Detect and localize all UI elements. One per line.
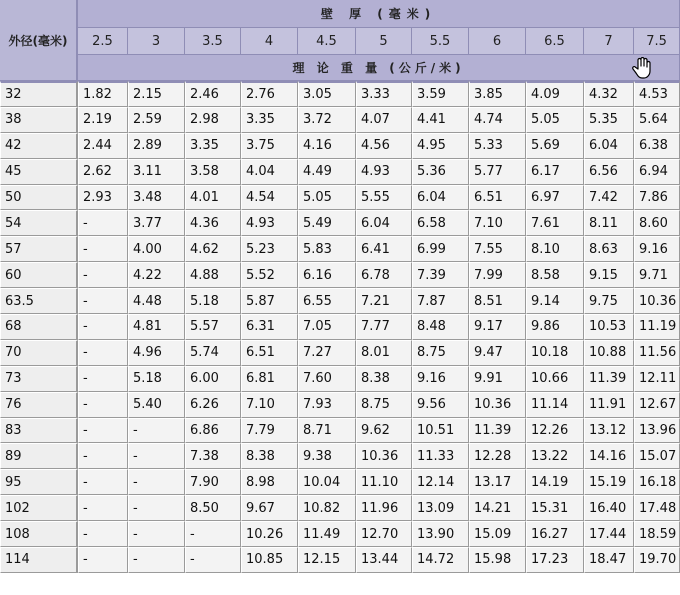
weight-cell: 6.38 [634, 133, 680, 159]
weight-cell: 7.42 [584, 185, 634, 211]
weight-cell: 12.67 [634, 392, 680, 418]
weight-cell: - [128, 495, 185, 521]
weight-cell: 12.28 [469, 443, 526, 469]
weight-cell: 9.75 [584, 288, 634, 314]
weight-cell: 7.10 [469, 210, 526, 236]
table-row [0, 81, 680, 107]
weight-cell: - [128, 521, 185, 547]
outer-diameter-cell: 68 [0, 314, 78, 340]
weight-cell: 3.75 [241, 133, 298, 159]
table-row [0, 495, 680, 521]
weight-cell: 9.86 [526, 314, 584, 340]
weight-cell: 17.48 [634, 495, 680, 521]
weight-cell: - [78, 236, 128, 262]
weight-cell: 5.05 [298, 185, 356, 211]
weight-cell: 7.61 [526, 210, 584, 236]
weight-cell: 8.98 [241, 469, 298, 495]
weight-cell: 16.40 [584, 495, 634, 521]
weight-cell: 10.85 [241, 547, 298, 573]
weight-cell: 4.32 [584, 81, 634, 107]
weight-cell: 12.11 [634, 366, 680, 392]
weight-cell: 7.55 [469, 236, 526, 262]
outer-diameter-cell: 45 [0, 159, 78, 185]
outer-diameter-cell: 73 [0, 366, 78, 392]
weight-cell: - [128, 547, 185, 573]
weight-cell: 2.44 [78, 133, 128, 159]
weight-cell: 5.69 [526, 133, 584, 159]
table-row [0, 107, 680, 133]
thickness-header-cell: 7.5 [634, 28, 680, 55]
weight-cell: - [78, 521, 128, 547]
thickness-header-cell: 2.5 [78, 28, 128, 55]
weight-cell: 11.10 [356, 469, 412, 495]
weight-cell: 15.07 [634, 443, 680, 469]
weight-cell: 8.38 [356, 366, 412, 392]
weight-cell: 6.04 [356, 210, 412, 236]
table-row [0, 443, 680, 469]
weight-cell: 6.16 [298, 262, 356, 288]
weight-cell: 6.04 [412, 185, 469, 211]
table-row [0, 236, 680, 262]
weight-cell: 5.49 [298, 210, 356, 236]
weight-cell: - [78, 392, 128, 418]
weight-cell: 5.18 [185, 288, 241, 314]
weight-cell: - [78, 314, 128, 340]
weight-cell: 3.35 [241, 107, 298, 133]
weight-cell: 14.72 [412, 547, 469, 573]
weight-cell: 4.74 [469, 107, 526, 133]
weight-cell: 14.16 [584, 443, 634, 469]
weight-cell: 9.62 [356, 418, 412, 444]
weight-cell: 4.93 [356, 159, 412, 185]
table-row [0, 185, 680, 211]
weight-cell: 8.50 [185, 495, 241, 521]
table-header [0, 0, 680, 81]
weight-cell: 7.60 [298, 366, 356, 392]
weight-cell: 3.59 [412, 81, 469, 107]
outer-diameter-cell: 38 [0, 107, 78, 133]
weight-cell: 8.71 [298, 418, 356, 444]
weight-cell: 13.12 [584, 418, 634, 444]
weight-cell: 10.66 [526, 366, 584, 392]
weight-cell: 6.00 [185, 366, 241, 392]
table-row [0, 314, 680, 340]
weight-cell: 4.16 [298, 133, 356, 159]
weight-cell: 12.15 [298, 547, 356, 573]
weight-cell: 3.33 [356, 81, 412, 107]
weight-cell: 13.44 [356, 547, 412, 573]
table-row [0, 469, 680, 495]
table-row [0, 418, 680, 444]
table-row [0, 547, 680, 573]
thickness-header-cell: 4 [241, 28, 298, 55]
weight-cell: 4.48 [128, 288, 185, 314]
weight-cell: 6.31 [241, 314, 298, 340]
weight-cell: 4.22 [128, 262, 185, 288]
weight-cell: 3.11 [128, 159, 185, 185]
outer-diameter-cell: 102 [0, 495, 78, 521]
weight-cell: 4.88 [185, 262, 241, 288]
outer-diameter-cell: 70 [0, 340, 78, 366]
weight-cell: 4.95 [412, 133, 469, 159]
weight-cell: - [185, 521, 241, 547]
table-row [0, 262, 680, 288]
weight-cell: 11.49 [298, 521, 356, 547]
weight-cell: 10.88 [584, 340, 634, 366]
weight-cell: 6.58 [412, 210, 469, 236]
table-body [0, 81, 680, 573]
weight-cell: 12.14 [412, 469, 469, 495]
weight-cell: 5.05 [526, 107, 584, 133]
weight-cell: 15.31 [526, 495, 584, 521]
weight-cell: 4.04 [241, 159, 298, 185]
weight-cell: - [128, 469, 185, 495]
weight-cell: 6.99 [412, 236, 469, 262]
outer-diameter-header: 外径(毫米) [0, 0, 78, 81]
weight-cell: - [78, 262, 128, 288]
weight-cell: 2.15 [128, 81, 185, 107]
weight-cell: 4.96 [128, 340, 185, 366]
outer-diameter-cell: 54 [0, 210, 78, 236]
weight-cell: - [78, 547, 128, 573]
outer-diameter-cell: 95 [0, 469, 78, 495]
weight-cell: 6.86 [185, 418, 241, 444]
weight-cell: 2.46 [185, 81, 241, 107]
weight-cell: 5.36 [412, 159, 469, 185]
weight-cell: 5.87 [241, 288, 298, 314]
weight-cell: 3.77 [128, 210, 185, 236]
weight-cell: 6.51 [241, 340, 298, 366]
weight-cell: 2.59 [128, 107, 185, 133]
table-row [0, 159, 680, 185]
weight-cell: 4.54 [241, 185, 298, 211]
weight-cell: - [78, 288, 128, 314]
weight-cell: 9.91 [469, 366, 526, 392]
weight-cell: 5.57 [185, 314, 241, 340]
weight-cell: 18.59 [634, 521, 680, 547]
weight-cell: 7.10 [241, 392, 298, 418]
thickness-header-cell: 6.5 [526, 28, 584, 55]
weight-cell: 9.16 [412, 366, 469, 392]
weight-cell: 3.72 [298, 107, 356, 133]
weight-cell: 4.62 [185, 236, 241, 262]
weight-cell: 14.19 [526, 469, 584, 495]
weight-cell: 10.36 [469, 392, 526, 418]
weight-cell: 5.83 [298, 236, 356, 262]
weight-cell: 4.49 [298, 159, 356, 185]
weight-cell: 6.94 [634, 159, 680, 185]
weight-cell: 8.48 [412, 314, 469, 340]
weight-cell: 7.21 [356, 288, 412, 314]
weight-cell: 11.39 [584, 366, 634, 392]
weight-cell: 3.58 [185, 159, 241, 185]
weight-cell: 15.98 [469, 547, 526, 573]
outer-diameter-cell: 60 [0, 262, 78, 288]
weight-cell: 4.41 [412, 107, 469, 133]
thickness-header-cell: 3.5 [185, 28, 241, 55]
weight-cell: 10.36 [356, 443, 412, 469]
outer-diameter-cell: 83 [0, 418, 78, 444]
thickness-header-cell: 5.5 [412, 28, 469, 55]
weight-cell: 9.71 [634, 262, 680, 288]
weight-cell: 10.53 [584, 314, 634, 340]
weight-cell: 9.38 [298, 443, 356, 469]
weight-cell: 10.36 [634, 288, 680, 314]
weight-cell: 7.87 [412, 288, 469, 314]
outer-diameter-cell: 89 [0, 443, 78, 469]
weight-cell: 5.35 [584, 107, 634, 133]
weight-cell: - [78, 443, 128, 469]
weight-cell: 4.36 [185, 210, 241, 236]
table-row [0, 133, 680, 159]
outer-diameter-cell: 76 [0, 392, 78, 418]
weight-cell: 1.82 [78, 81, 128, 107]
weight-cell: 7.79 [241, 418, 298, 444]
weight-unit-header: 理 论 重 量 (公斤/米) [78, 55, 680, 81]
table-row [0, 210, 680, 236]
weight-cell: 6.78 [356, 262, 412, 288]
weight-cell: 9.16 [634, 236, 680, 262]
outer-diameter-cell: 108 [0, 521, 78, 547]
weight-cell: 9.14 [526, 288, 584, 314]
weight-cell: 8.51 [469, 288, 526, 314]
weight-cell: 7.39 [412, 262, 469, 288]
weight-cell: 4.07 [356, 107, 412, 133]
weight-cell: 10.51 [412, 418, 469, 444]
weight-cell: 6.97 [526, 185, 584, 211]
weight-cell: 6.41 [356, 236, 412, 262]
weight-cell: 10.04 [298, 469, 356, 495]
weight-cell: 2.19 [78, 107, 128, 133]
outer-diameter-cell: 32 [0, 81, 78, 107]
weight-cell: 8.63 [584, 236, 634, 262]
weight-cell: 4.81 [128, 314, 185, 340]
weight-cell: 2.89 [128, 133, 185, 159]
weight-cell: 5.33 [469, 133, 526, 159]
weight-cell: 6.55 [298, 288, 356, 314]
weight-cell: 6.04 [584, 133, 634, 159]
outer-diameter-cell: 42 [0, 133, 78, 159]
weight-cell: 5.74 [185, 340, 241, 366]
table-row [0, 392, 680, 418]
weight-cell: 14.21 [469, 495, 526, 521]
weight-cell: 15.09 [469, 521, 526, 547]
weight-cell: - [78, 340, 128, 366]
weight-cell: 8.60 [634, 210, 680, 236]
weight-cell: 7.77 [356, 314, 412, 340]
weight-cell: 4.01 [185, 185, 241, 211]
weight-cell: 17.44 [584, 521, 634, 547]
weight-cell: 7.93 [298, 392, 356, 418]
weight-cell: 6.81 [241, 366, 298, 392]
weight-cell: 5.18 [128, 366, 185, 392]
weight-cell: 3.05 [298, 81, 356, 107]
weight-cell: 4.56 [356, 133, 412, 159]
weight-cell: 12.70 [356, 521, 412, 547]
weight-cell: - [78, 495, 128, 521]
weight-cell: 5.52 [241, 262, 298, 288]
table-row [0, 521, 680, 547]
weight-cell: 7.90 [185, 469, 241, 495]
weight-cell: 9.47 [469, 340, 526, 366]
weight-cell: 8.58 [526, 262, 584, 288]
weight-cell: 8.01 [356, 340, 412, 366]
weight-cell: 15.19 [584, 469, 634, 495]
weight-cell: 6.17 [526, 159, 584, 185]
table-row [0, 340, 680, 366]
table-row [0, 366, 680, 392]
outer-diameter-cell: 63.5 [0, 288, 78, 314]
weight-cell: 8.38 [241, 443, 298, 469]
weight-cell: - [128, 418, 185, 444]
weight-cell: 4.09 [526, 81, 584, 107]
weight-cell: 18.47 [584, 547, 634, 573]
weight-cell: 7.38 [185, 443, 241, 469]
weight-cell: 2.93 [78, 185, 128, 211]
weight-cell: 13.17 [469, 469, 526, 495]
weight-cell: 3.35 [185, 133, 241, 159]
weight-cell: 9.67 [241, 495, 298, 521]
weight-cell: 7.27 [298, 340, 356, 366]
table-row [0, 288, 680, 314]
weight-cell: 8.11 [584, 210, 634, 236]
thickness-header-cell: 4.5 [298, 28, 356, 55]
weight-cell: 2.76 [241, 81, 298, 107]
weight-cell: 10.18 [526, 340, 584, 366]
weight-cell: 11.96 [356, 495, 412, 521]
outer-diameter-cell: 114 [0, 547, 78, 573]
weight-cell: 5.64 [634, 107, 680, 133]
weight-cell: 4.53 [634, 81, 680, 107]
weight-cell: - [78, 469, 128, 495]
weight-cell: 12.26 [526, 418, 584, 444]
weight-cell: 13.09 [412, 495, 469, 521]
hand-pointer-icon [632, 57, 652, 83]
outer-diameter-cell: 50 [0, 185, 78, 211]
weight-cell: 3.85 [469, 81, 526, 107]
weight-cell: 11.91 [584, 392, 634, 418]
weight-cell: - [78, 418, 128, 444]
thickness-row [0, 28, 680, 55]
weight-cell: - [185, 547, 241, 573]
weight-cell: 5.23 [241, 236, 298, 262]
weight-cell: - [78, 210, 128, 236]
thickness-header-cell: 7 [584, 28, 634, 55]
weight-cell: 13.22 [526, 443, 584, 469]
weight-cell: 6.51 [469, 185, 526, 211]
weight-cell: 2.62 [78, 159, 128, 185]
weight-cell: 19.70 [634, 547, 680, 573]
weight-cell: 16.18 [634, 469, 680, 495]
wall-thickness-header: 壁 厚 (毫米) [78, 0, 680, 28]
weight-cell: 3.48 [128, 185, 185, 211]
weight-cell: 8.75 [412, 340, 469, 366]
weight-cell: 13.96 [634, 418, 680, 444]
weight-cell: - [78, 366, 128, 392]
weight-cell: 7.05 [298, 314, 356, 340]
weight-cell: 6.26 [185, 392, 241, 418]
weight-cell: 6.56 [584, 159, 634, 185]
weight-cell: 17.23 [526, 547, 584, 573]
weight-cell: 5.55 [356, 185, 412, 211]
thickness-header-cell: 6 [469, 28, 526, 55]
weight-cell: 5.40 [128, 392, 185, 418]
weight-cell: 8.10 [526, 236, 584, 262]
weight-cell: 11.33 [412, 443, 469, 469]
weight-cell: 9.56 [412, 392, 469, 418]
weight-cell: 11.56 [634, 340, 680, 366]
weight-cell: 2.98 [185, 107, 241, 133]
weight-cell: 9.15 [584, 262, 634, 288]
thickness-header-cell: 5 [356, 28, 412, 55]
weight-cell: 13.90 [412, 521, 469, 547]
weight-cell: 10.26 [241, 521, 298, 547]
weight-cell: - [128, 443, 185, 469]
weight-cell: 7.99 [469, 262, 526, 288]
weight-cell: 7.86 [634, 185, 680, 211]
weight-cell: 10.82 [298, 495, 356, 521]
outer-diameter-cell: 57 [0, 236, 78, 262]
weight-cell: 11.19 [634, 314, 680, 340]
weight-cell: 4.93 [241, 210, 298, 236]
weight-cell: 8.75 [356, 392, 412, 418]
weight-cell: 11.14 [526, 392, 584, 418]
weight-cell: 4.00 [128, 236, 185, 262]
thickness-header-cell: 3 [128, 28, 185, 55]
weight-cell: 16.27 [526, 521, 584, 547]
weight-cell: 9.17 [469, 314, 526, 340]
weight-cell: 5.77 [469, 159, 526, 185]
weight-cell: 11.39 [469, 418, 526, 444]
